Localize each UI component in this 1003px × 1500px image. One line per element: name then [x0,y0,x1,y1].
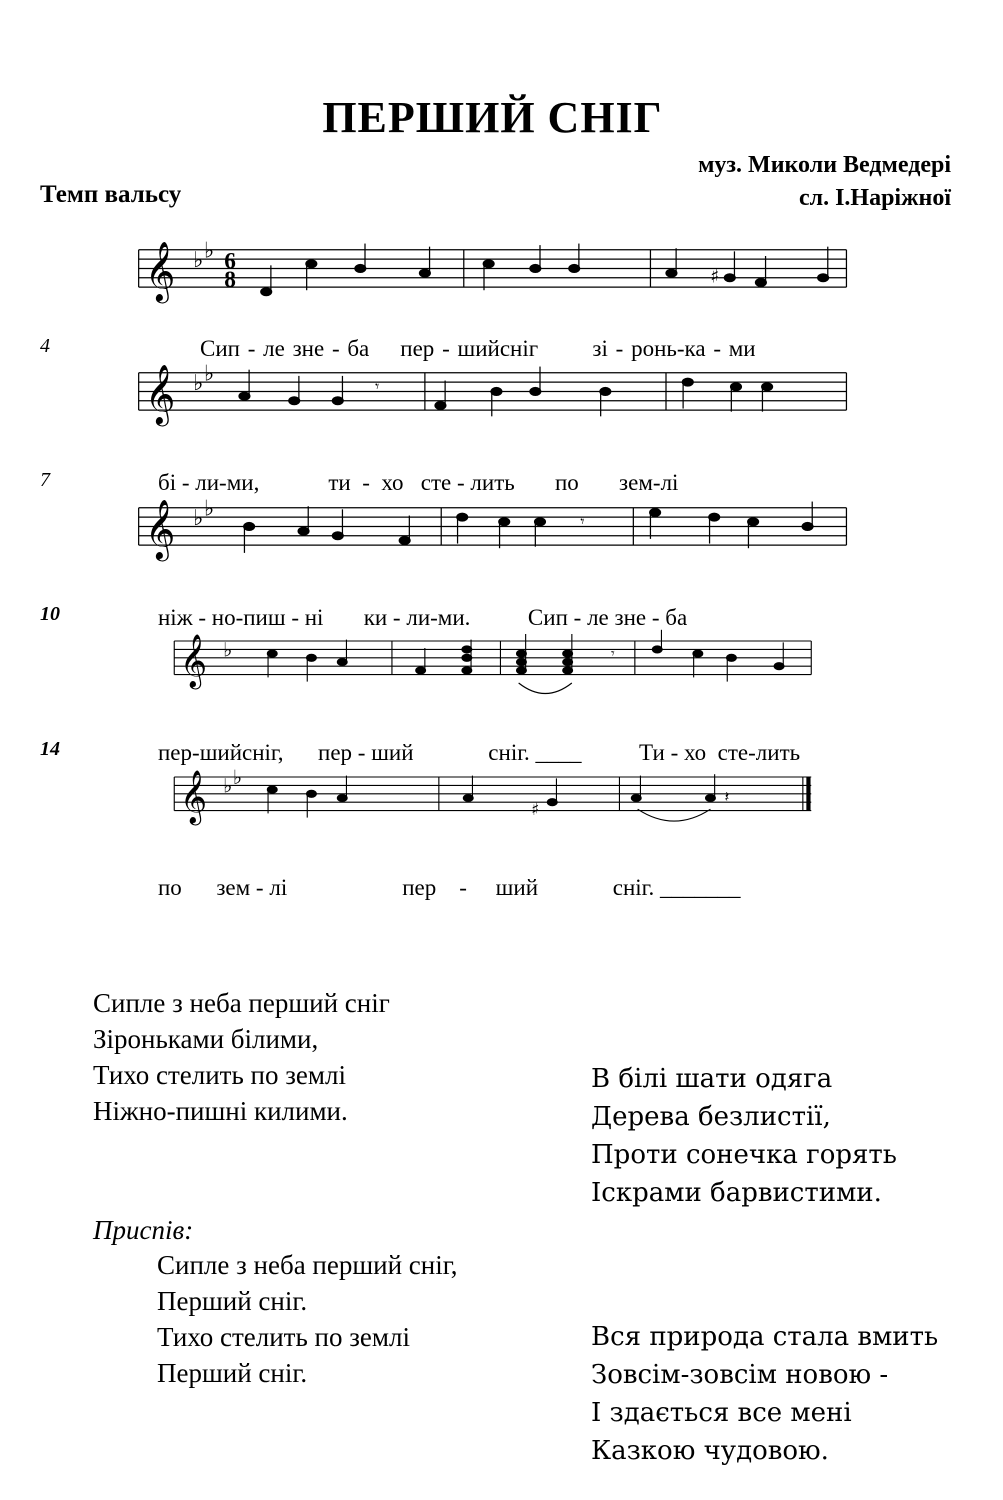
lyrics-line-1: Сип - ле зне - ба пер - шийсніг зі - ронь-ка - ми [200,336,756,361]
time-signature-bottom: 8 [224,267,236,294]
svg-text:♯: ♯ [531,798,540,819]
flat-icon: ♭ [193,247,204,273]
svg-text:𝄞: 𝄞 [144,364,176,425]
lyricist-credit: сл. І.Наріжної [798,185,951,211]
lyrics-line-2: бі - ли-ми, ти - хо сте - лить по зем-лі [158,470,679,495]
staff-system-1 [37,238,952,312]
measure-number: 14 [40,738,60,760]
lyrics-line-5: по зем - лі пер - ший сніг. _______ [158,875,741,900]
composer-credit: муз. Миколи Ведмедері [698,152,951,178]
song-title: ПЕРШИЙ СНІГ [322,93,663,142]
measure-number: 10 [40,603,60,625]
svg-text:𝄞: 𝄞 [179,769,208,823]
verse-3: Вся природа стала вмить Зовсім-зовсім новою - І здається все мені Казкою чудовою. [591,1322,939,1466]
svg-text:𝄞: 𝄞 [144,499,176,560]
svg-text:𝄾: 𝄾 [375,377,380,396]
measure-number: 4 [40,335,50,357]
svg-text:♭: ♭ [193,505,204,531]
tempo-marking: Темп вальсу [40,181,182,208]
verse-2: В білі шати одяга Дерева безлистії, Проти сонечка горять Іскрами барвистими. [591,1064,897,1208]
svg-text:♭: ♭ [233,766,243,789]
measure-number: 7 [40,469,50,491]
svg-text:♭: ♭ [204,238,215,264]
lyrics-line-4: пер-шийсніг, пер - ший сніг. ____ Ти - хо сте-лить [158,740,801,765]
svg-text:𝄞: 𝄞 [179,633,208,687]
svg-text:♭: ♭ [223,638,233,662]
svg-text:♭: ♭ [204,361,215,387]
sharp-icon: ♯ [710,266,720,288]
verse-1: Сипле з неба перший сніг Зіроньками білими, Тихо стелить по землі Ніжно-пишні килими. [93,988,390,1126]
staff-system-5 [37,766,952,840]
svg-text:𝄾: 𝄾 [611,645,615,662]
staff-system-3 [37,496,952,570]
svg-text:♭: ♭ [193,370,204,396]
svg-text:𝄾: 𝄾 [580,512,585,531]
lyrics-line-3: ніж - но-пиш - ні ки - ли-ми. Сип - ле зне - ба [158,605,688,630]
time-signature-top: 6 [224,248,236,275]
chorus-label: Приспів: [93,1215,194,1245]
staff-system-4 [37,634,952,704]
staff-system-2 [37,361,952,435]
chorus: Сипле з неба перший сніг, Перший сніг. Тихо стелить по землі Перший сніг. [157,1250,458,1388]
treble-clef-icon: 𝄞 [144,241,176,302]
svg-text:𝄽: 𝄽 [724,788,730,807]
svg-text:♭: ♭ [204,496,215,522]
svg-text:♭: ♭ [223,774,233,798]
